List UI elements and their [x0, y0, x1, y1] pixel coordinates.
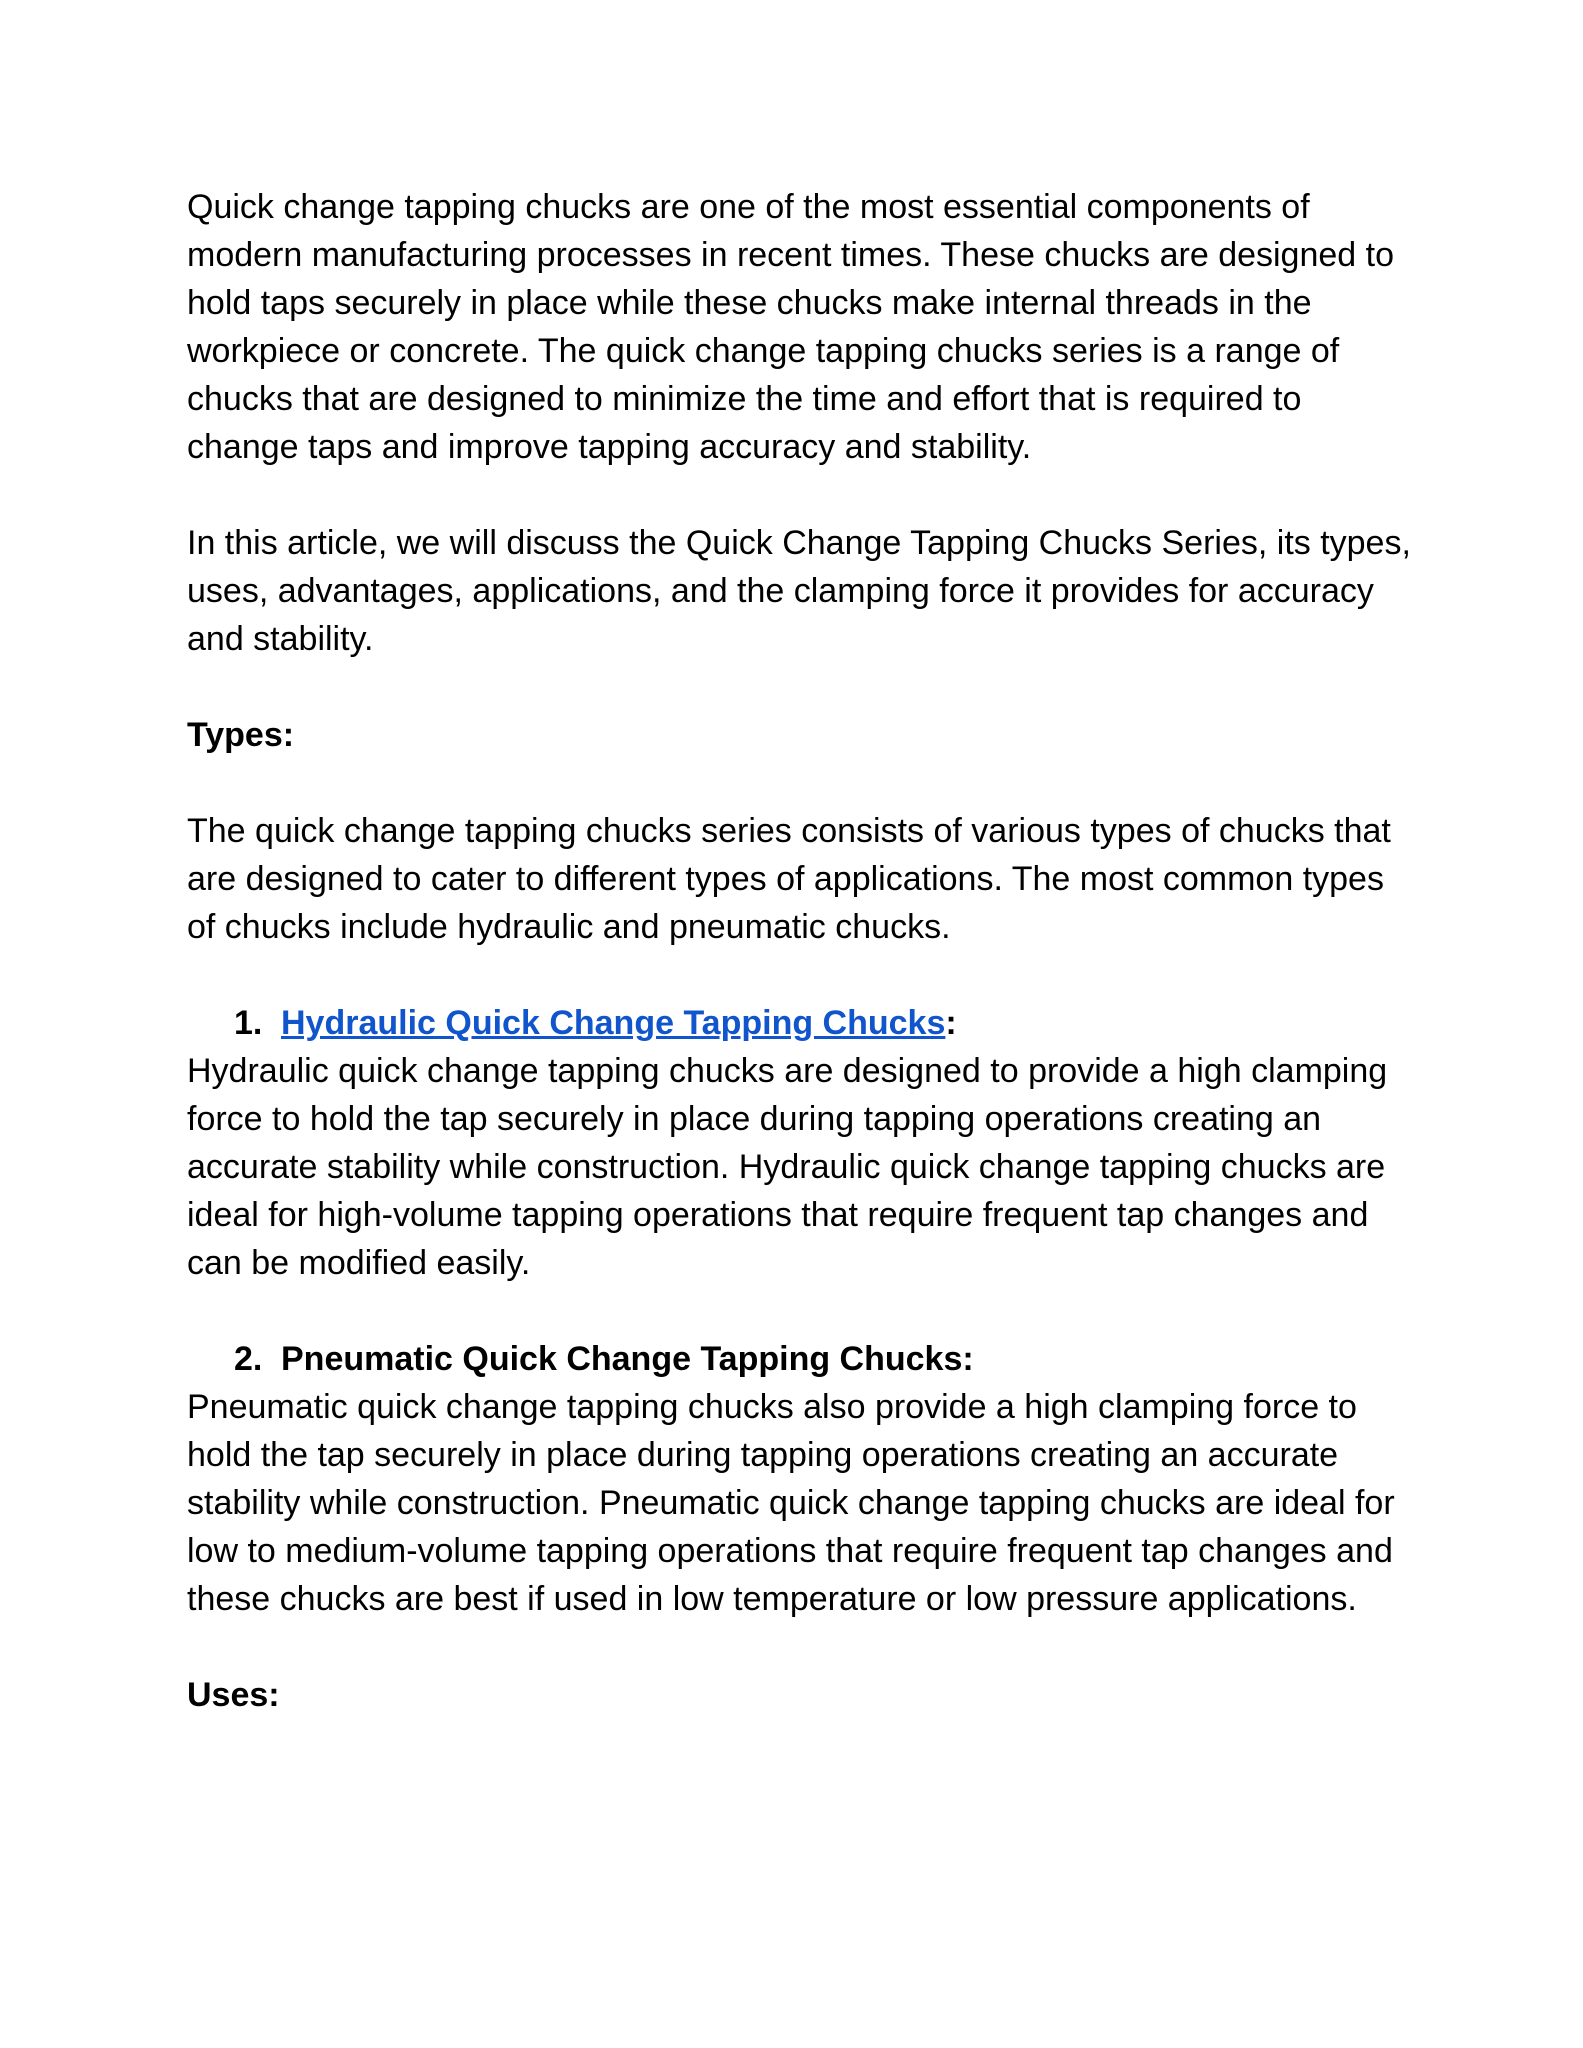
- hydraulic-description: Hydraulic quick change tapping chucks are designed to provide a high clamping force to hold the tap securely in place during tapping operations creating an accurate stability while construction. Hydraulic quick change tapping chucks are ideal for high-volume tapping operations that require frequent tap changes and can be modified easily.: [187, 1052, 1388, 1282]
- list-item-pneumatic-heading: [187, 1335, 1417, 1383]
- pneumatic-chucks-title: Pneumatic Quick Change Tapping Chucks: [281, 1340, 963, 1378]
- intro-paragraph-2: In this article, we will discuss the Quick Change Tapping Chucks Series, its types, uses, advantages, applications, and the clamping force it provides for accuracy and stability.: [187, 524, 1411, 658]
- list-item-hydraulic-heading: [187, 999, 1417, 1047]
- pneumatic-description: Pneumatic quick change tapping chucks also provide a high clamping force to hold the tap securely in place during tapping operations creating an accurate stability while construction. Pneumatic quick change tapping chucks are ideal for low to medium-volume tapping operations that require frequent tap changes and these chucks are best if used in low temperature or low pressure applications.: [187, 1388, 1395, 1618]
- types-heading: Types:: [187, 716, 295, 754]
- heading-colon: :: [945, 1004, 957, 1042]
- types-intro-paragraph: The quick change tapping chucks series consists of various types of chucks that are designed to cater to different types of applications. The most common types of chucks include hydraulic and pneumatic chucks.: [187, 812, 1391, 946]
- intro-paragraph-1: Quick change tapping chucks are one of the most essential components of modern manufacturing processes in recent times. These chucks are designed to hold taps securely in place while these chucks make internal threads in the workpiece or concrete. The quick change tapping chucks series is a range of chucks that are designed to minimize the time and effort that is required to change taps and improve tapping accuracy and stability.: [187, 188, 1394, 466]
- list-number: 1.: [234, 1004, 263, 1042]
- uses-heading: Uses:: [187, 1676, 280, 1714]
- heading-colon: :: [962, 1340, 974, 1378]
- list-number: 2.: [234, 1340, 263, 1378]
- hydraulic-chucks-link[interactable]: Hydraulic Quick Change Tapping Chucks: [281, 1004, 946, 1042]
- document-page: [187, 183, 1417, 1767]
